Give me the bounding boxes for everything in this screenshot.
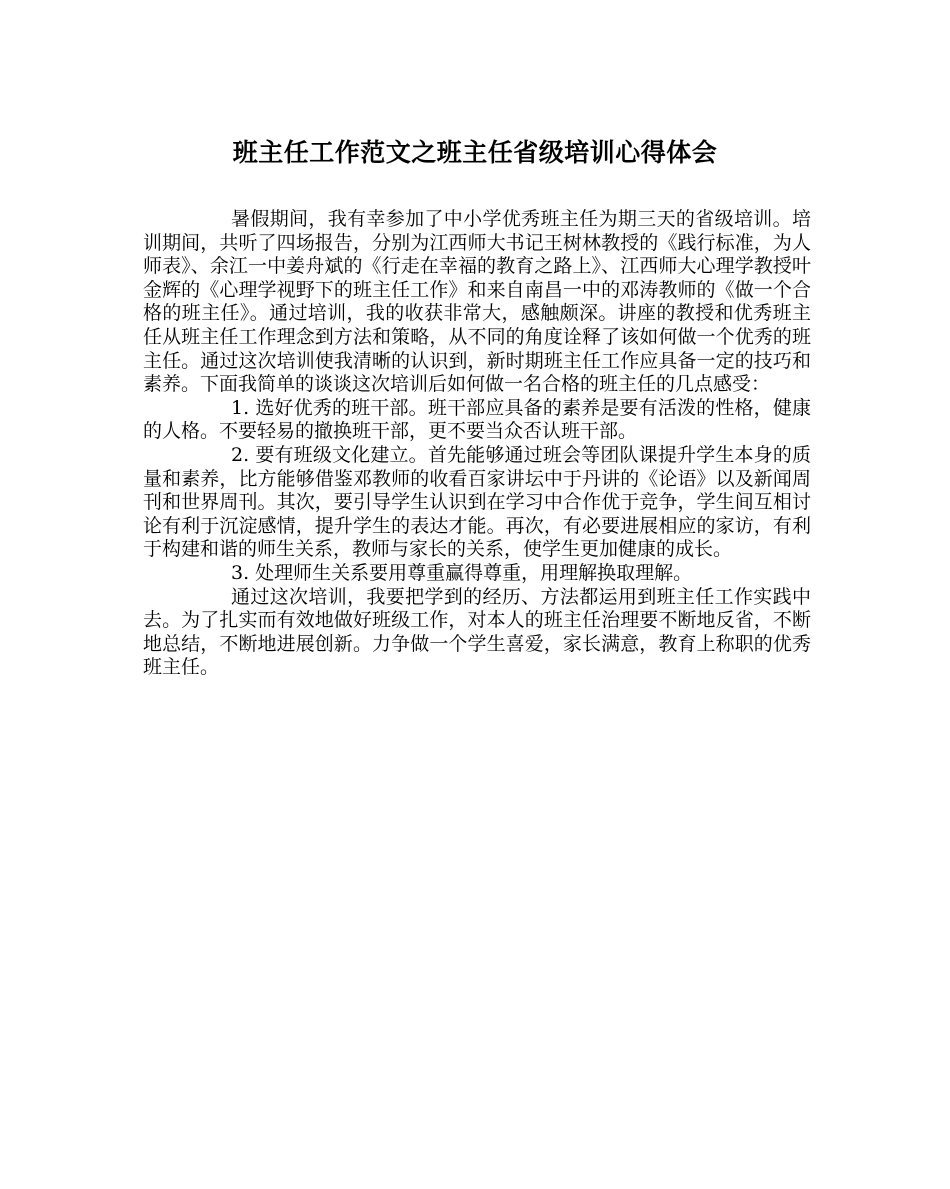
paragraph-point-3: 3. 处理师生关系要用尊重赢得尊重，用理解换取理解。 <box>231 561 693 584</box>
paragraph-intro: 暑假期间，我有幸参加了中小学优秀班主任为期三天的省级培训。培训期间，共听了四场报告，分别为江西师大书记王树林教授的《践行标准，为人师表》、余江一中姜舟斌的《行走在幸福的教育之路上》、江西师大心理学教授叶金辉的《心理学视野下的班主任工作》和来自南昌一中的邓涛教师的《做一个合格的班主任》。通过培训，我的收获非常大，感触颇深。讲座的教授和优秀班主任从班主任工作理念到方法和策略，从不同的角度诠释了该如何做一个优秀的班主任。通过这次培训使我清晰的认识到，新时期班主任工作应具备一定的技巧和素养。下面我简单的谈谈这次培训后如何做一名合格的班主任的几点感受： <box>143 208 811 396</box>
paragraph-point-1: 1. 选好优秀的班干部。班干部应具备的素养是要有活泼的性格，健康的人格。不要轻易的撤换班干部，更不要当众否认班干部。 <box>143 396 811 443</box>
paragraph-point-2: 2. 要有班级文化建立。首先能够通过班会等团队课提升学生本身的质量和素养，比方能够借鉴邓教师的收看百家讲坛中于丹讲的《论语》以及新闻周刊和世界周刊。其次，要引导学生认识到在学习中合作优于竞争，学生间互相讨论有利于沉淀感情，提升学生的表达才能。再次，有必要进展相应的家访，有利于构建和谐的师生关系，教师与家长的关系，使学生更加健康的成长。 <box>143 443 811 561</box>
paragraph-conclusion: 通过这次培训，我要把学到的经历、方法都运用到班主任工作实践中去。为了扎实而有效地做好班级工作，对本人的班主任治理要不断地反省，不断地总结，不断地进展创新。力争做一个学生喜爱，家长满意，教育上称职的优秀班主任。 <box>143 585 811 679</box>
document-title: 班主任工作范文之班主任省级培训心得体会 <box>232 138 718 167</box>
document-body <box>143 208 811 680</box>
